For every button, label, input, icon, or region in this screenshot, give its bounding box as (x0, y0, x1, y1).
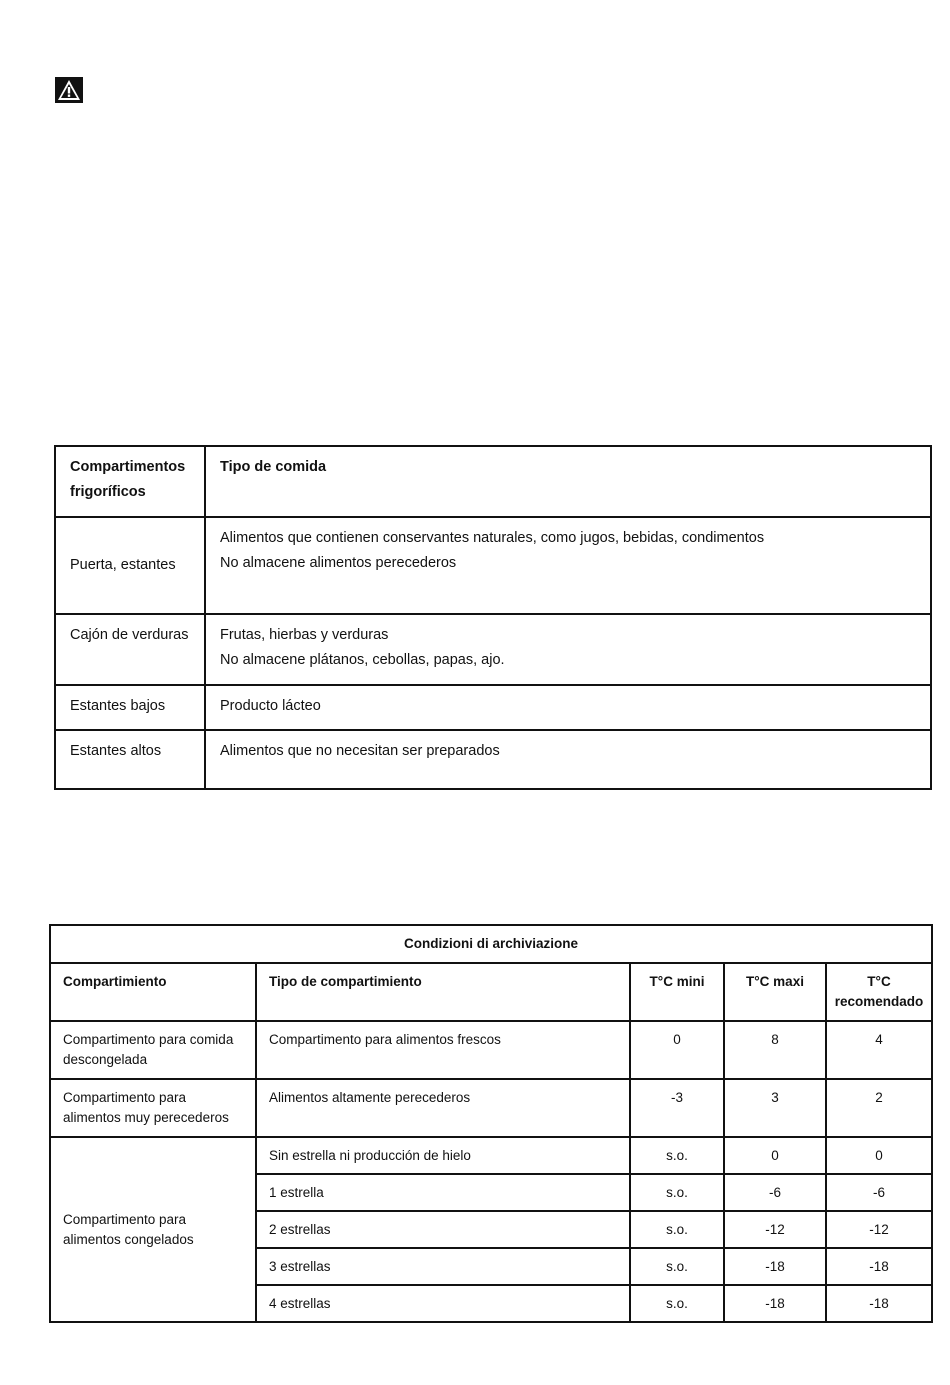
food-cell (205, 517, 931, 614)
compartment-cell (55, 614, 205, 685)
storage-conditions-table (49, 924, 933, 1323)
food-cell (205, 614, 931, 685)
table-header-row (55, 446, 931, 517)
compartment-text: Puerta, estantes (70, 557, 176, 573)
temp-min-cell: s.o. (630, 1174, 724, 1211)
temp-max-cell: 0 (724, 1137, 826, 1174)
table-row (50, 1079, 932, 1137)
compartment-text: Estantes altos (70, 743, 162, 759)
header-temp-recommended: T°C recomendado (826, 963, 932, 1021)
table-row (55, 685, 931, 730)
temp-min-cell: s.o. (630, 1137, 724, 1174)
warning-triangle-icon (55, 77, 83, 103)
food-cell (205, 730, 931, 789)
table-row (50, 1137, 932, 1174)
temp-rec-cell: 4 (826, 1021, 932, 1079)
food-line: No almacene plátanos, cebollas, papas, ajo. (220, 652, 505, 668)
header-compartments (55, 446, 205, 517)
food-line: Alimentos que contienen conservantes naturales, como jugos, bebidas, condimentos (220, 530, 765, 546)
temp-min-cell: s.o. (630, 1211, 724, 1248)
header-temp-min: T°C mini (630, 963, 724, 1021)
type-cell: 4 estrellas (256, 1285, 630, 1322)
temp-rec-cell: 2 (826, 1079, 932, 1137)
type-cell: Compartimento para alimentos frescos (256, 1021, 630, 1079)
compartment-cell (55, 517, 205, 614)
header-temp-max: T°C maxi (724, 963, 826, 1021)
temp-min-cell: s.o. (630, 1248, 724, 1285)
temp-min-cell: 0 (630, 1021, 724, 1079)
compartment-cell: Compartimento para alimentos muy perecederos (50, 1079, 256, 1137)
header-compartment: Compartimiento (50, 963, 256, 1021)
header-compartment-type: Tipo de compartimiento (256, 963, 630, 1021)
temp-min-cell: -3 (630, 1079, 724, 1137)
type-cell: 2 estrellas (256, 1211, 630, 1248)
temp-rec-cell: -6 (826, 1174, 932, 1211)
temp-min-cell: s.o. (630, 1285, 724, 1322)
temp-rec-cell: -18 (826, 1248, 932, 1285)
table-title: Condizioni di archiviazione (50, 925, 932, 963)
compartment-text: Cajón de verduras (70, 627, 189, 643)
header-food-type (205, 446, 931, 517)
type-cell: Alimentos altamente perecederos (256, 1079, 630, 1137)
type-cell: Sin estrella ni producción de hielo (256, 1137, 630, 1174)
type-cell: 1 estrella (256, 1174, 630, 1211)
table-row (55, 614, 931, 685)
food-storage-table (54, 445, 932, 790)
food-cell (205, 685, 931, 730)
temp-max-cell: 3 (724, 1079, 826, 1137)
type-cell: 3 estrellas (256, 1248, 630, 1285)
frozen-compartment-cell: Compartimento para alimentos congelados (50, 1137, 256, 1322)
temp-rec-cell: -12 (826, 1211, 932, 1248)
header-food-type-text: Tipo de comida (220, 459, 327, 475)
table-header-row (50, 963, 932, 1021)
temp-max-cell: -18 (724, 1248, 826, 1285)
food-line: No almacene alimentos perecederos (220, 555, 457, 571)
temp-max-cell: 8 (724, 1021, 826, 1079)
food-line: Alimentos que no necesitan ser preparados (220, 743, 500, 759)
header-compartments-text: Compartimentos frigoríficos (70, 459, 186, 500)
compartment-cell (55, 685, 205, 730)
compartment-cell: Compartimento para comida descongelada (50, 1021, 256, 1079)
temp-max-cell: -6 (724, 1174, 826, 1211)
temp-max-cell: -18 (724, 1285, 826, 1322)
table-row (55, 517, 931, 614)
food-line: Frutas, hierbas y verduras (220, 627, 389, 643)
temp-rec-cell: 0 (826, 1137, 932, 1174)
temp-max-cell: -12 (724, 1211, 826, 1248)
food-line: Producto lácteo (220, 698, 321, 714)
table-row (55, 730, 931, 789)
compartment-text: Estantes bajos (70, 698, 166, 714)
table-title-row (50, 925, 932, 963)
temp-rec-cell: -18 (826, 1285, 932, 1322)
table-row (50, 1021, 932, 1079)
compartment-cell (55, 730, 205, 789)
